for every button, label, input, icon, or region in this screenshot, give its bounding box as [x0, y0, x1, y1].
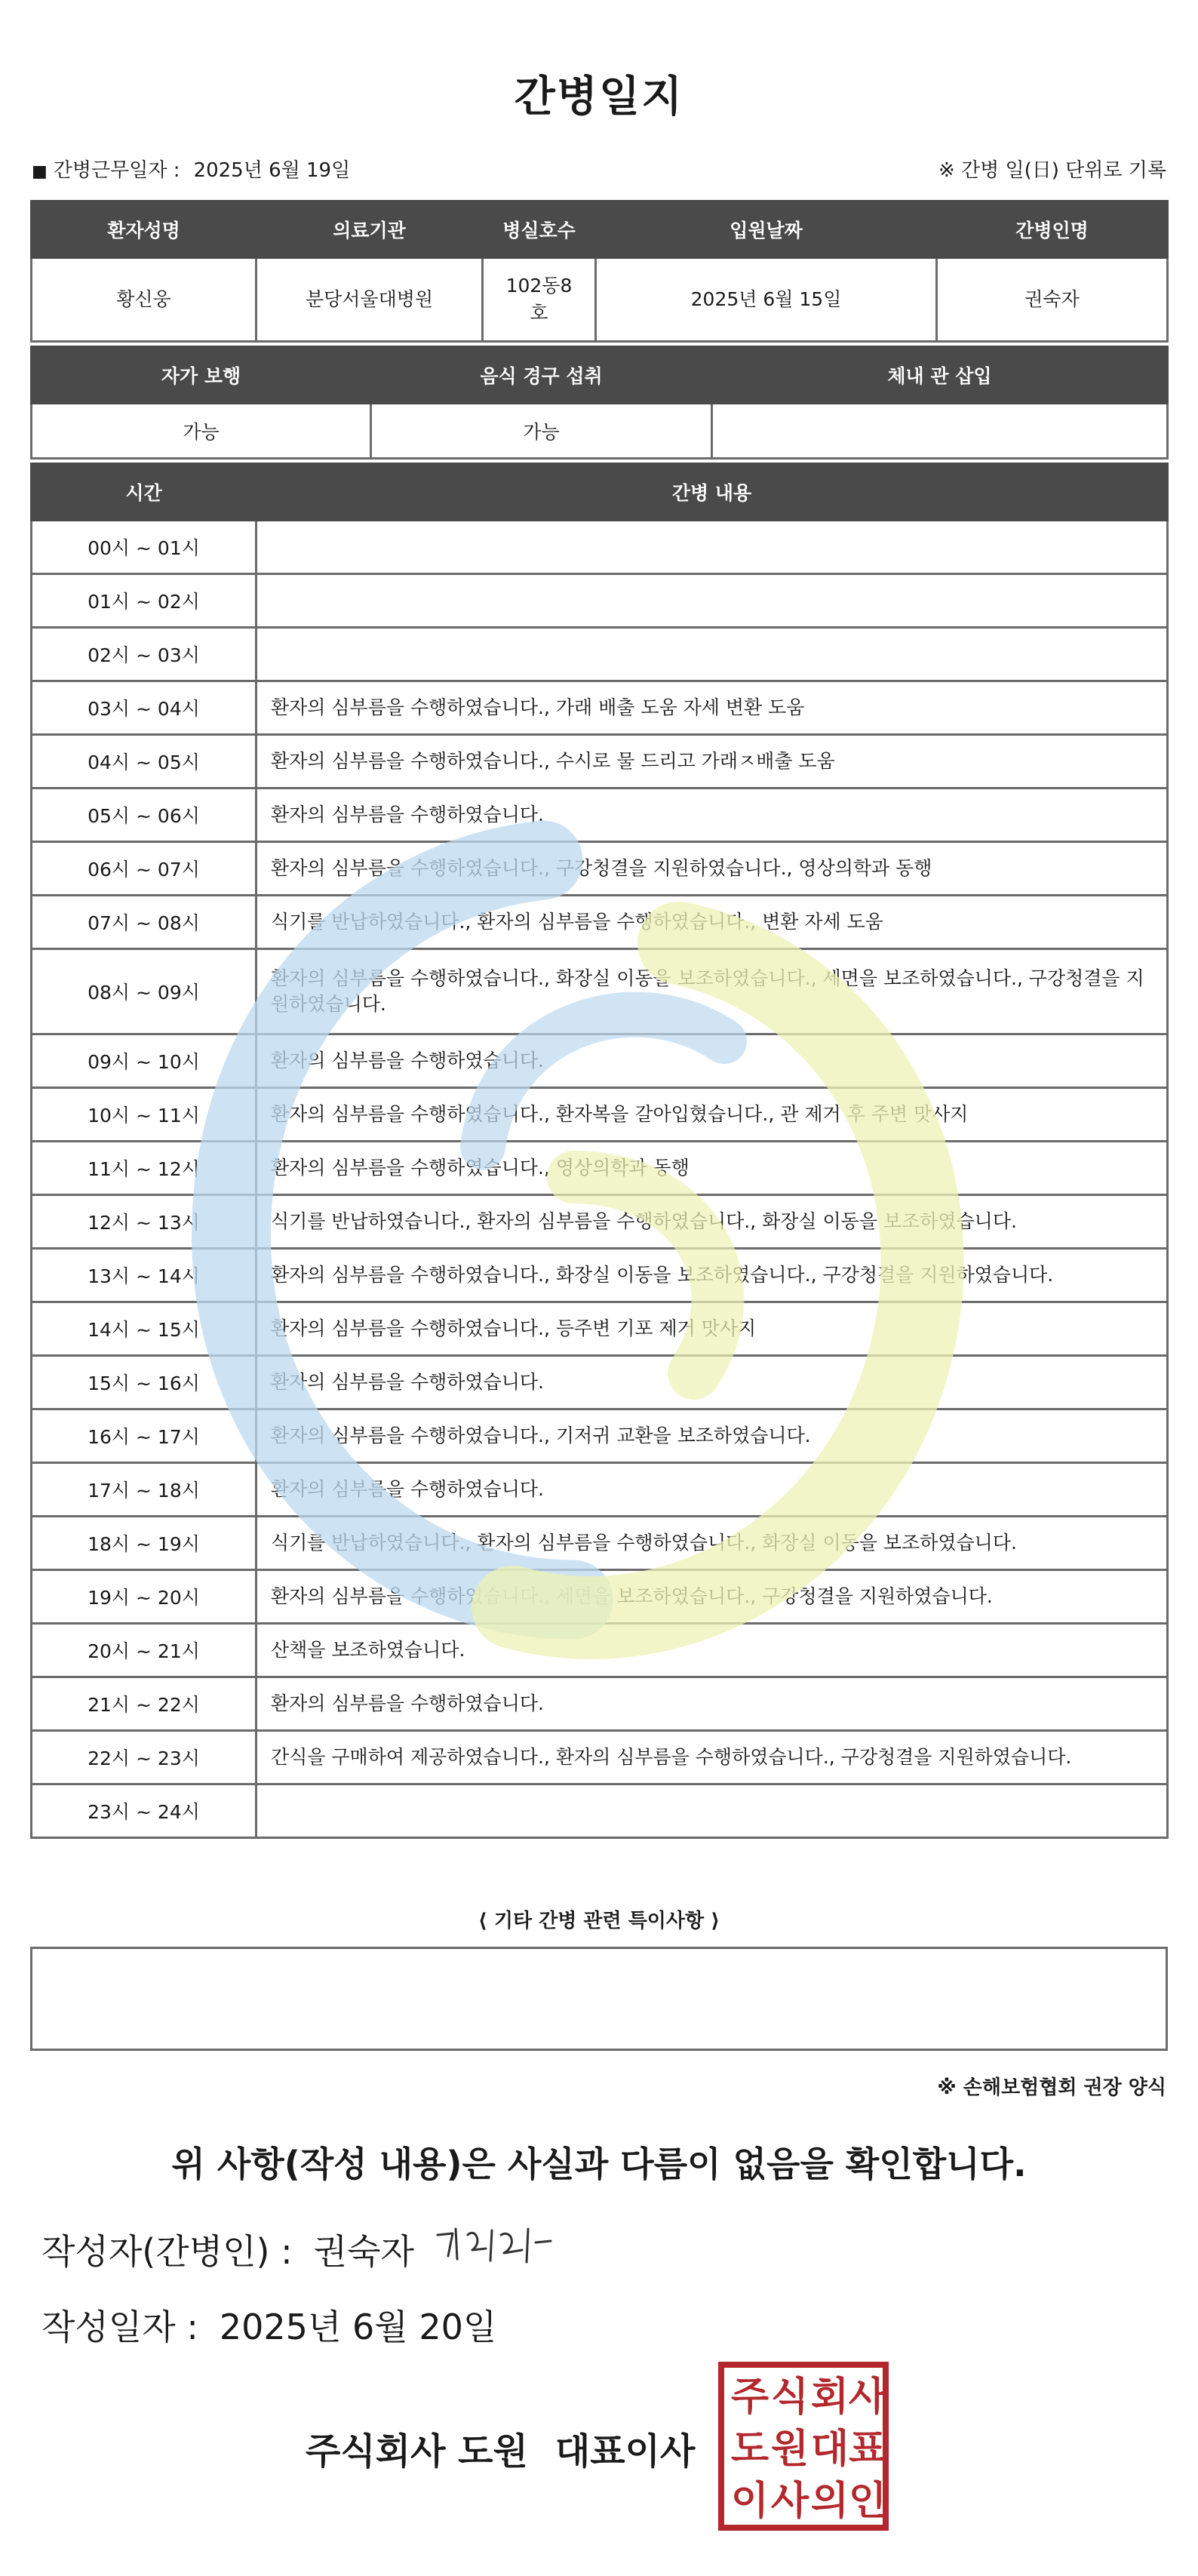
log-time-cell: 12시 ~ 13시: [32, 1195, 256, 1249]
log-row: [32, 1784, 1168, 1838]
log-time-cell: 19시 ~ 20시: [32, 1570, 256, 1624]
patient-name: 황신웅: [32, 258, 256, 342]
log-time-cell: 02시 ~ 03시: [32, 628, 256, 681]
writer-name: 권숙자: [313, 2231, 414, 2272]
special-notes-title: ⟨ 기타 간병 관련 특이사항 ⟩: [478, 1910, 720, 1932]
header-caregiver: 간병인명: [937, 201, 1168, 258]
header-patient-name: 환자성명: [32, 201, 256, 258]
log-time-cell: 22시 ~ 23시: [32, 1731, 256, 1784]
log-content-cell: 환자의 심부름을 수행하였습니다., 세면을 보조하였습니다., 구강청결을 지원하였습니다.: [256, 1570, 1168, 1624]
company-seal-stamp: [717, 2360, 890, 2532]
log-content-cell: 환자의 심부름을 수행하였습니다., 영상의학과 동행: [256, 1142, 1168, 1195]
log-content-cell: [256, 628, 1168, 681]
header-room: 병실호수: [483, 201, 596, 258]
header-walking: 자가 보행: [32, 347, 371, 404]
special-notes-box: [30, 1947, 1168, 2051]
log-row: [32, 681, 1168, 735]
log-time-cell: 21시 ~ 22시: [32, 1677, 256, 1731]
header-time: 시간: [32, 464, 256, 521]
form-note: ※ 손해보험협회 권장 양식: [937, 2076, 1166, 2099]
log-content-cell: 환자의 심부름을 수행하였습니다., 화장실 이동을 보조하였습니다., 구강청결을 지원하였습니다.: [256, 1249, 1168, 1302]
log-row: [32, 735, 1168, 788]
writer-line: [41, 2224, 414, 2274]
log-content-cell: [256, 1784, 1168, 1838]
svg-text:도: 도: [730, 2427, 769, 2472]
patient-status-table: [30, 346, 1169, 460]
patient-header-row: [32, 201, 1168, 258]
admission-date: 2025년 6월 15일: [596, 258, 937, 342]
log-time-cell: 05시 ~ 06시: [32, 788, 256, 842]
log-row: [32, 842, 1168, 896]
log-content-cell: 식기를 반납하였습니다., 환자의 심부름을 수행하였습니다., 변환 자세 도움: [256, 896, 1168, 949]
written-date-value: 2025년 6월 20일: [219, 2307, 497, 2347]
header-care-content: 간병 내용: [256, 464, 1168, 521]
log-row: [32, 1677, 1168, 1731]
log-time-cell: 06시 ~ 07시: [32, 842, 256, 896]
log-row: [32, 1356, 1168, 1409]
log-row: [32, 788, 1168, 842]
svg-text:사: 사: [770, 2479, 809, 2524]
log-time-cell: 08시 ~ 09시: [32, 949, 256, 1034]
log-content-cell: [256, 574, 1168, 628]
svg-text:주: 주: [730, 2375, 769, 2420]
log-time-cell: 23시 ~ 24시: [32, 1784, 256, 1838]
company-representative: 대표이사: [554, 2430, 696, 2473]
written-date-line: [41, 2300, 496, 2350]
record-note: ※ 간병 일(日) 단위로 기록: [938, 159, 1166, 182]
confirmation-statement: 위 사항(작성 내용)은 사실과 다름이 없음을 확인합니다.: [171, 2144, 1027, 2184]
svg-text:이: 이: [730, 2479, 769, 2524]
log-row: [32, 628, 1168, 681]
svg-text:원: 원: [770, 2427, 809, 2472]
log-content-cell: 환자의 심부름을 수행하였습니다.: [256, 1356, 1168, 1409]
svg-text:식: 식: [770, 2375, 809, 2420]
log-row: [32, 1088, 1168, 1142]
log-content-cell: 간식을 구매하여 제공하였습니다., 환자의 심부름을 수행하였습니다., 구강청결을 지원하였습니다.: [256, 1731, 1168, 1784]
log-time-cell: 03시 ~ 04시: [32, 681, 256, 735]
meta-row: [32, 155, 1166, 185]
svg-text:표: 표: [848, 2427, 887, 2472]
document-title: 간병일지: [514, 72, 684, 121]
log-row: [32, 1731, 1168, 1784]
header-admission-date: 입원날짜: [596, 201, 937, 258]
work-date: [32, 155, 350, 183]
log-time-cell: 00시 ~ 01시: [32, 521, 256, 574]
hospital-name: 분당서울대병원: [256, 258, 483, 342]
log-time-cell: 14시 ~ 15시: [32, 1302, 256, 1356]
square-bullet-icon: ■: [32, 162, 48, 181]
log-content-cell: 산책을 보조하였습니다.: [256, 1624, 1168, 1677]
writer-label: 작성자(간병인) :: [41, 2231, 293, 2272]
svg-text:인: 인: [848, 2479, 887, 2524]
work-date-label: 간병근무일자 :: [53, 159, 180, 182]
log-content-cell: 환자의 심부름을 수행하였습니다., 기저귀 교환을 보조하였습니다.: [256, 1409, 1168, 1463]
log-content-cell: 환자의 심부름을 수행하였습니다.: [256, 1677, 1168, 1731]
log-content-cell: [256, 521, 1168, 574]
company-line: [306, 2422, 695, 2474]
log-row: [32, 1517, 1168, 1570]
header-tube: 체내 관 삽입: [712, 347, 1168, 404]
company-name: 주식회사 도원: [306, 2430, 528, 2473]
log-content-cell: 환자의 심부름을 수행하였습니다.: [256, 1034, 1168, 1088]
log-content-cell: 환자의 심부름을 수행하였습니다., 화장실 이동을 보조하였습니다., 세면을 보조하였습니다., 구강청결을 지원하였습니다.: [256, 949, 1168, 1034]
log-time-cell: 13시 ~ 14시: [32, 1249, 256, 1302]
log-time-cell: 15시 ~ 16시: [32, 1356, 256, 1409]
tube-status: [712, 404, 1168, 459]
log-row: [32, 1463, 1168, 1517]
log-time-cell: 01시 ~ 02시: [32, 574, 256, 628]
patient-value-row: [32, 258, 1168, 342]
svg-text:의: 의: [810, 2479, 849, 2524]
svg-text:회: 회: [810, 2375, 849, 2420]
header-hospital: 의료기관: [256, 201, 483, 258]
log-content-cell: 식기를 반납하였습니다., 환자의 심부름을 수행하였습니다., 화장실 이동을 보조하였습니다.: [256, 1517, 1168, 1570]
log-content-cell: 환자의 심부름을 수행하였습니다., 가래 배출 도움 자세 변환 도움: [256, 681, 1168, 735]
log-time-cell: 18시 ~ 19시: [32, 1517, 256, 1570]
status-value-row: [32, 404, 1168, 459]
log-content-cell: 환자의 심부름을 수행하였습니다., 환자복을 갈아입혔습니다., 관 제거 후 주변 맛사지: [256, 1088, 1168, 1142]
log-time-cell: 07시 ~ 08시: [32, 896, 256, 949]
log-row: [32, 521, 1168, 574]
log-row: [32, 1142, 1168, 1195]
log-row: [32, 1409, 1168, 1463]
log-row: [32, 1249, 1168, 1302]
log-content-cell: 환자의 심부름을 수행하였습니다., 구강청결을 지원하였습니다., 영상의학과 동행: [256, 842, 1168, 896]
log-row: [32, 1302, 1168, 1356]
log-row: [32, 1195, 1168, 1249]
log-row: [32, 896, 1168, 949]
log-time-cell: 04시 ~ 05시: [32, 735, 256, 788]
log-row: [32, 1624, 1168, 1677]
log-time-cell: 17시 ~ 18시: [32, 1463, 256, 1517]
log-content-cell: 식기를 반납하였습니다., 환자의 심부름을 수행하였습니다., 화장실 이동을 보조하였습니다.: [256, 1195, 1168, 1249]
walking-status: 가능: [32, 404, 371, 459]
oral-intake-status: 가능: [371, 404, 712, 459]
log-row: [32, 574, 1168, 628]
log-time-cell: 20시 ~ 21시: [32, 1624, 256, 1677]
room-number: 102동8호: [483, 258, 596, 342]
log-time-cell: 09시 ~ 10시: [32, 1034, 256, 1088]
log-time-cell: 10시 ~ 11시: [32, 1088, 256, 1142]
log-content-cell: 환자의 심부름을 수행하였습니다.: [256, 788, 1168, 842]
header-oral-intake: 음식 경구 섭취: [371, 347, 712, 404]
log-row: [32, 1034, 1168, 1088]
log-content-cell: 환자의 심부름을 수행하였습니다., 등주변 기포 제거 맛사지: [256, 1302, 1168, 1356]
log-time-cell: 16시 ~ 17시: [32, 1409, 256, 1463]
log-row: [32, 949, 1168, 1034]
status-header-row: [32, 347, 1168, 404]
svg-text:사: 사: [848, 2375, 887, 2420]
log-time-cell: 11시 ~ 12시: [32, 1142, 256, 1195]
care-log-table: [30, 463, 1169, 1839]
handwritten-signature: [422, 2212, 588, 2280]
log-header-row: [32, 464, 1168, 521]
svg-text:대: 대: [810, 2427, 849, 2472]
log-content-cell: 환자의 심부름을 수행하였습니다., 수시로 물 드리고 가래ㅈ배출 도움: [256, 735, 1168, 788]
patient-info-table: [30, 200, 1169, 343]
log-content-cell: 환자의 심부름을 수행하였습니다.: [256, 1463, 1168, 1517]
written-date-label: 작성일자 :: [41, 2307, 198, 2347]
caregiver-name: 권숙자: [937, 258, 1168, 342]
work-date-value: 2025년 6월 19일: [193, 159, 351, 182]
log-row: [32, 1570, 1168, 1624]
